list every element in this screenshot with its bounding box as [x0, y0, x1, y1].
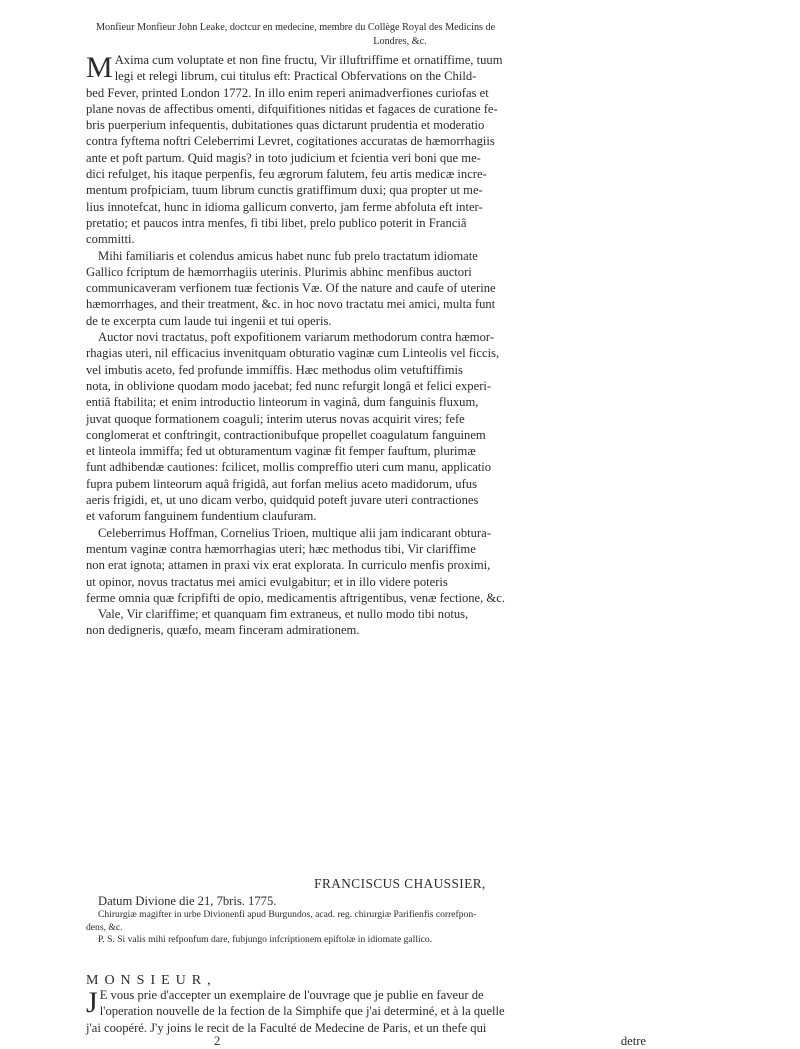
- text-line: pretatio; et paucos intra menfes, fi tibi libet, prelo publico poterit in Franciâ: [86, 215, 467, 230]
- french-letter: [86, 987, 706, 1036]
- text-line: mentum vaginæ contra hæmorrhagias uteri; hæc methodus tibi, Vir clariffime: [86, 541, 476, 556]
- text-line: l'operation nouvelle de la fection de la Simphife que j'ai determiné, et à la quelle: [99, 1004, 505, 1019]
- text-line: fupra pubem linteorum aquâ frigidâ, aut forfan melius aceto madidorum, ufus: [86, 476, 477, 491]
- text-line: Auctor novi tractatus, poft expofitionem variarum methodorum contra hæmor-: [98, 330, 494, 345]
- paragraph-3: [86, 329, 706, 525]
- signature: FRANCISCUS CHAUSSIER,: [314, 876, 486, 891]
- text-line: ante et poft partum. Quid magis? in toto judicium et fcientia veri boni que me-: [86, 150, 481, 165]
- text-line: et linteola immiffa; fed ut obturamentum vaginæ fit femper fauftum, plurimæ: [86, 444, 476, 459]
- text-line: legi et relegi librum, cui titulus eft: Practical Obfervations on the Child-: [114, 69, 477, 84]
- text-line: bris puerperium infequentis, dubitationes quas dictarunt prudentia et moderatio: [86, 118, 485, 133]
- text-line: et vaforum fanguinem fundentium claufuram.: [86, 509, 317, 524]
- text-line: nota, in oblivione quodam modo jacebat; fed nunc refurgit longâ et felici experi-: [86, 378, 492, 393]
- salutation: MONSIEUR,: [86, 973, 217, 988]
- text-line: contra fyftema noftri Celeberrimi Levret, cogitationes accuratas de hæmorrhagiis: [86, 134, 495, 149]
- text-line: non dedigneris, quæfo, meam finceram admirationem.: [86, 623, 360, 638]
- text-line: funt adhibendæ cautiones: fcilicet, mollis compreffio uteri cum manu, applicatio: [86, 460, 492, 475]
- text-line: vel imbutis aceto, fed profunde immiffis. Hæc methodus olim vetuftiffimis: [86, 362, 463, 377]
- date-line: Datum Divione die 21, 7bris. 1775.: [98, 894, 277, 908]
- text-line: Celeberrimus Hoffman, Cornelius Trioen, multique alii jam indicarant obtura-: [98, 525, 491, 540]
- closing-block: [86, 893, 706, 947]
- text-line: lius innotefcat, hunc in idioma gallicum converto, jam ferme abfoluta eft inter-: [86, 199, 483, 214]
- address-line: Monfieur Monfieur John Leake, doctcur en medecine, membre du Collège Royal des Medicins de: [96, 22, 496, 33]
- drop-cap: J: [86, 986, 98, 1019]
- text-line: E vous prie d'accepter un exemplaire de l'ouvrage que je publie en faveur de: [99, 988, 484, 1002]
- address-line-2: Londres, &c.: [373, 36, 427, 47]
- text-line: rhagias uteri, nil efficacius invenitquam obturatio vaginæ cum Linteolis vel ficcis,: [86, 346, 500, 361]
- text-line: aeris frigidi, et, ut uno dicam verbo, quidquid poteft juvare uteri contractiones: [86, 493, 479, 508]
- text-line: Vale, Vir clariffime; et quanquam fim extraneus, et nullo modo tibi notus,: [98, 607, 469, 622]
- text-line: Gallico fcriptum de hæmorrhagiis uterinis. Plurimis abhinc menfibus auctori: [86, 264, 472, 279]
- text-line: ferme omnia quæ fcripfifti de opio, medicamentis aftrigentibus, venæ fectione, &c.: [86, 590, 505, 605]
- affiliation-line: dens, &c.: [86, 921, 123, 933]
- paragraph-5: [86, 606, 706, 639]
- postscript: P. S. Si valis mihi refponfum dare, fubjungo infcriptionem epiftolæ in idiomate gallico.: [98, 934, 433, 946]
- text-line: conglomerat et conftringit, contractionibufque propellet coagulatum fanguinem: [86, 427, 486, 442]
- text-line: committi.: [86, 232, 135, 247]
- paragraph-2: [86, 248, 706, 329]
- latin-letter: [86, 52, 706, 639]
- text-line: Mihi familiaris et colendus amicus habet nunc fub prelo tractatum idiomate: [98, 248, 478, 263]
- text-line: mentum profpiciam, tuum librum cunctis gratiffimum duxi; qua propter ut me-: [86, 183, 483, 198]
- catchword: detre: [620, 1034, 646, 1048]
- text-line: non erat ignota; attamen in praxi vix erat explorata. In curriculo menfis proximi,: [86, 558, 491, 573]
- paragraph-4: [86, 525, 706, 606]
- text-line: entiâ ftabilita; et enim introductio linteorum in vaginâ, dum fanguinis fluxum,: [86, 395, 479, 410]
- text-line: bed Fever, printed London 1772. In illo enim reperi animadverfiones curiofas et: [86, 85, 489, 100]
- text-line: hæmorrhages, and their treatment, &c. in hoc novo tractatu mei amici, multa funt: [86, 297, 496, 312]
- text-line: plane novas de affectibus omenti, difquifitiones nitidas et fagaces de curatione fe-: [86, 101, 498, 116]
- affiliation-line: Chirurgiæ magifter in urbe Divionenfi apud Burgundos, acad. reg. chirurgiæ Parifienfis correfpon-: [98, 909, 477, 921]
- signature-mark: 2: [214, 1034, 221, 1048]
- text-line: ut opinor, novus tractatus mei amici evulgabitur; et in illo videre poteris: [86, 574, 448, 589]
- text-line: communicaveram verfionem tuæ fectionis Væ. Of the nature and caufe of uterine: [86, 281, 496, 296]
- text-line: j'ai coopéré. J'y joins le recit de la Faculté de Medecine de Paris, et un thefe qui: [86, 1020, 487, 1035]
- text-line: dici refulget, his itaque perpenfis, feu ægrorum falutem, feu artis medicæ incre-: [86, 167, 487, 182]
- paragraph-1: [86, 52, 706, 248]
- text-line: de te excerpta cum laude tui ingenii et tui operis.: [86, 313, 332, 328]
- drop-cap: M: [86, 51, 113, 84]
- text-line: Axima cum voluptate et non fine fructu, Vir illuftriffime et ornatiffime, tuum: [114, 53, 503, 67]
- text-line: juvat quoque formationem coaguli; interim uterus novas acquirit vires; fefe: [86, 411, 465, 426]
